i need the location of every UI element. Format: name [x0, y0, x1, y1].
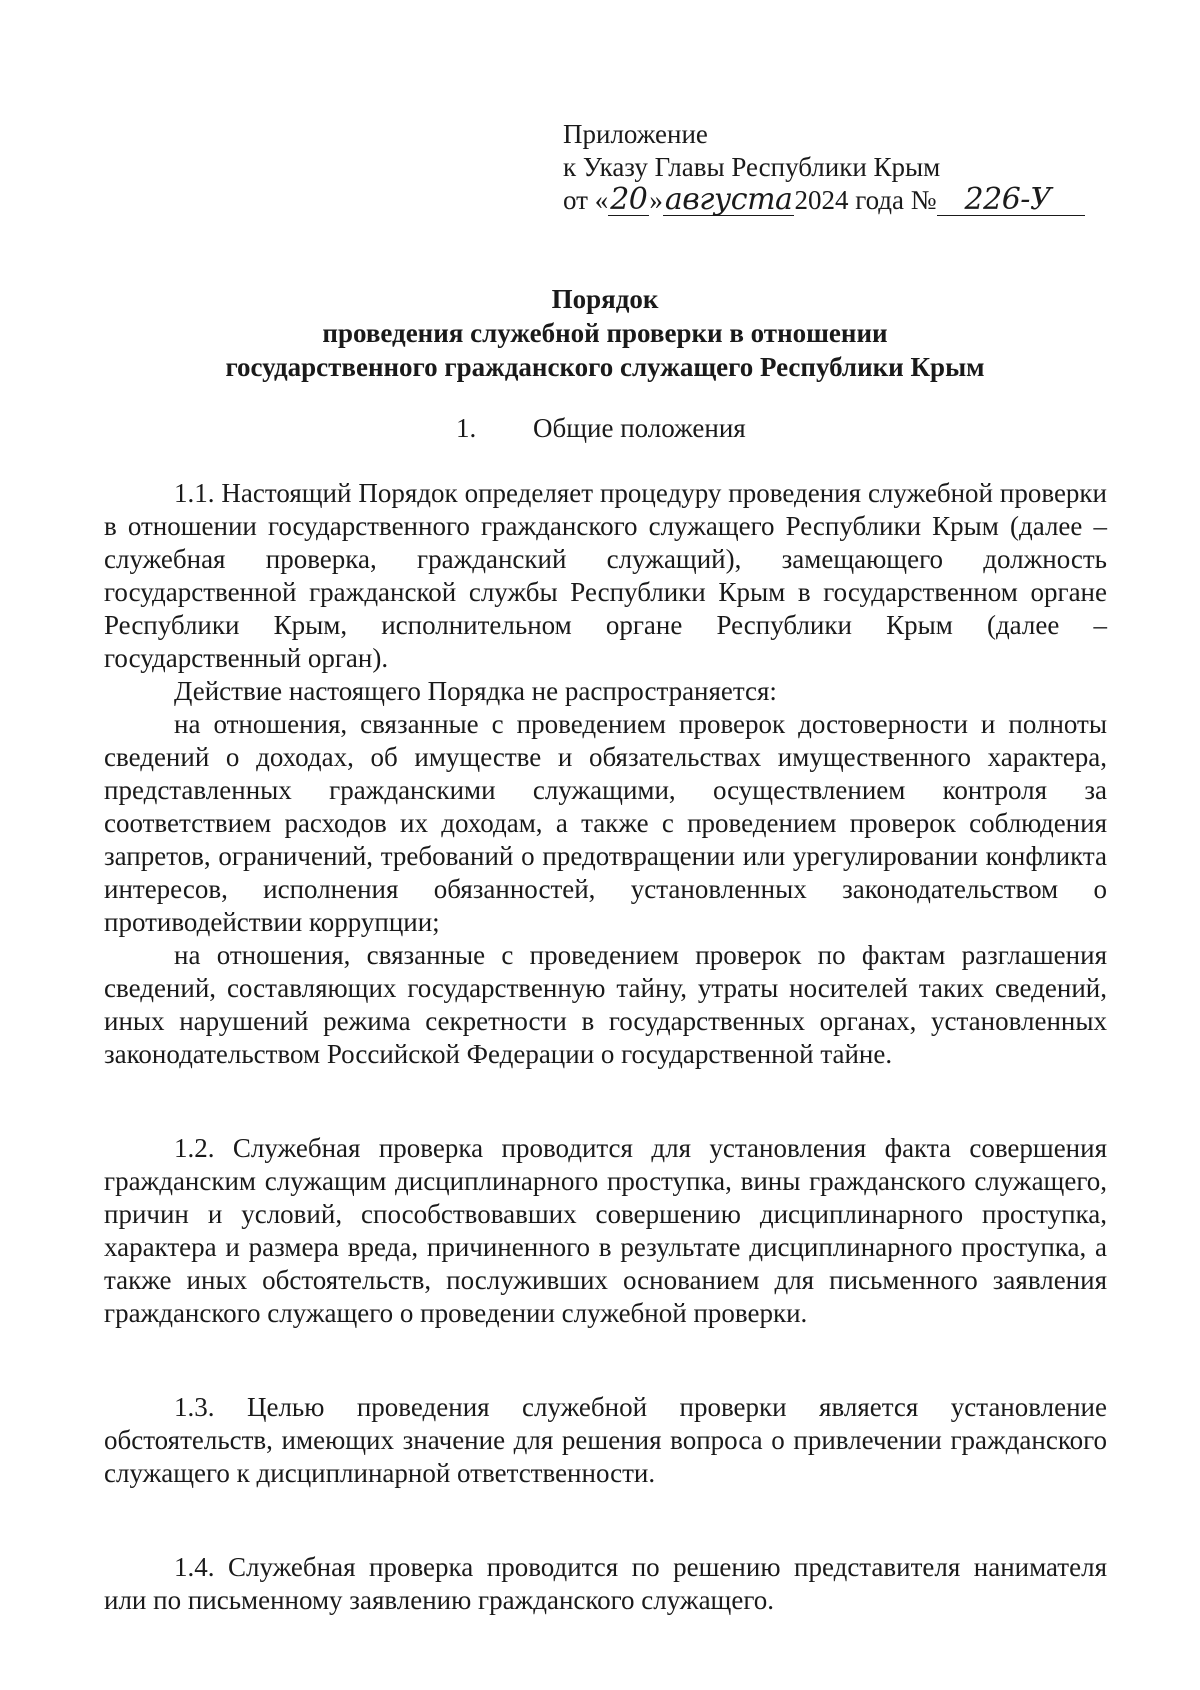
clause-1-4 — [104, 1551, 1107, 1617]
clause-1-1-exclusion-b: на отношения, связанные с проведением проверок по фактам разглашения сведений, составляющих государственную тайну, утраты носителей таких сведений, иных нарушений режима секретности в государственных органах, установленных законодательством Российской Федерации о государственной тайне. — [104, 940, 1107, 1069]
clause-1-3 — [104, 1391, 1107, 1490]
handwritten-day: 20 — [610, 182, 648, 217]
clause-1-2-text: 1.2. Служебная проверка проводится для установления факта совершения гражданским служащим дисциплинарного проступка, вины гражданского служащего, причин и условий, способствовавших совершению дисциплинарного проступка, характера и размера вреда, причиненного в результате дисциплинарного проступка, а также иных обстоятельств, послуживших основанием для письменного заявления гражданского служащего о проведении служебной проверки. — [104, 1133, 1107, 1328]
handwritten-doc-number: 226-У — [937, 185, 1085, 216]
clause-1-2 — [104, 1132, 1107, 1330]
date-prefix: от « — [563, 185, 609, 215]
clause-1-3-text: 1.3. Целью проведения служебной проверки является установление обстоятельств, имеющих значение для решения вопроса о привлечении гражданского служащего к дисциплинарной ответственности. — [104, 1392, 1107, 1488]
title-line-1: Порядок — [551, 284, 659, 314]
clause-1-1 — [104, 477, 1107, 1071]
appendix-header — [563, 118, 1083, 217]
date-suffix: 2024 года № — [794, 185, 937, 215]
title-line-2: проведения служебной проверки в отношении — [322, 318, 888, 348]
clause-1-1-text: 1.1. Настоящий Порядок определяет процедуру проведения служебной проверки в отношении государственного гражданского служащего Республики Крым (далее – служебная проверка, гражданский служащий), замещающего должность государственной гражданской службы Республики Крым в государственном органе Республики Крым, исполнительном органе Республики Крым (далее – государственный орган). — [104, 478, 1107, 673]
clause-1-4-text: 1.4. Служебная проверка проводится по решению представителя нанимателя или по письменному заявлению гражданского служащего. — [104, 1552, 1107, 1615]
section-number: 1. — [456, 413, 477, 443]
appendix-decree-ref: к Указу Главы Республики Крым — [563, 152, 941, 182]
document-title — [100, 282, 1110, 384]
appendix-label: Приложение — [563, 119, 708, 149]
title-line-3: государственного гражданского служащего Республики Крым — [225, 352, 985, 382]
clause-1-1-exclusions-intro: Действие настоящего Порядка не распространяется: — [174, 676, 777, 706]
clause-1-1-exclusion-a: на отношения, связанные с проведением проверок достоверности и полноты сведений о доходах, об имуществе и обязательствах имущественного характера, представленных гражданскими служащими, осуществлением контроля за соответствием расходов их доходам, а также с проведением проверок соблюдения запретов, ограничений, требований о предотвращении или урегулировании конфликта интересов, исполнения обязанностей, установленных законодательством о противодействии коррупции; — [104, 709, 1107, 937]
appendix-date-line — [563, 184, 1083, 217]
section-title: Общие положения — [533, 413, 746, 443]
handwritten-month: августа — [664, 182, 793, 217]
date-mid: » — [649, 185, 663, 215]
